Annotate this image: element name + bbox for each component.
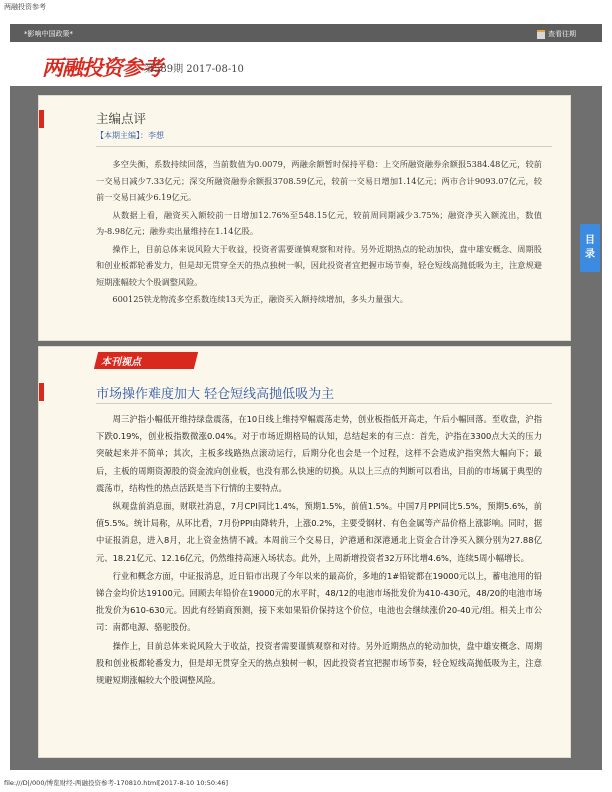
issue-info: 第589期 2017-08-10 [144,64,244,75]
article-headline: 市场操作难度加大 轻仓短线高抛低吸为主 [96,387,335,402]
section-marker [39,383,44,401]
paragraph: 行业和概念方面，中证报消息，近日铅市出现了今年以来的最高价，多地的1#铅锭都在19000元以上，蓄电池用的铅锑合金均价达19100元。回顾去年铅价在19000元的水平时，48/12的电池市场批发价为410-430元，48/20的电池市场批发价为610-630元。因此有经销商预测，接下来如果铅价保持这个价位，电池也会继续涨价20-40元/组。相关上市公司：南都电源、骆驼股份。 [96,570,542,633]
paragraph: 纵观盘前消息面，财联社消息，7月CPI同比1.4%，预期1.5%，前值1.5%。中国7月PPI同比5.5%，预期5.6%，前值5.5%。统计局称，从环比看，7月份PPI由降转升，上涨0.2%，主要受钢材、有色金属等产品价格上涨影响。同时，据中证报消息，进入8月，北上资金热情不减。本周前三个交易日，沪港通和深港通北上资金合计净买入额分别为27.88亿元、18.21亿元、12.16亿元，仍然维持高速入场状态。此外，上周新增投资者32万环比增4.6%，连续5周小幅增长。 [96,501,542,563]
tagline: *影响中国政策* [24,30,73,38]
paragraph: 操作上，目前总体来说风险大于收益，投资者需要谨慎观察和对待。另外近期热点的轮动加快，盘中雄安概念、周期股和创业板都轮番发力，但是却无贯穿全天的热点独树一帜，因此投资者宜把握市场节奏，轻仓短线高抛低吸为主，注意规避短期涨幅较大个股调整风险。 [96,243,542,287]
browser-page-title: 两融投资参考 [4,3,46,11]
paragraph: 从数据上看，融资买入额较前一日增加12.76%至548.15亿元，较前周同期减少3.75%；融资净买入额流出，数值为-8.98亿元；融券卖出量维持在1.14亿股。 [96,209,542,236]
logo: 两融投资参考 [42,56,162,80]
editor-author: 【本期主编】：李想 [96,131,164,140]
banner-label: 本刊视点 [101,357,141,368]
article-body [96,411,542,690]
paragraph: 周三沪指小幅低开维持绿盘震荡，在10日线上维持窄幅震荡走势，创业板指低开高走，午后小幅回落。至收盘，沪指下跌0.19%，创业板指数微涨0.04%。对于市场近期格局的认知，总结起来的有三点：首先，沪指在3300点大关的压力突破起来并不简单；其次，主板多线路热点滚动运行，后期分化也会是一个过程，这样不会造成沪指突然大幅向下；最后，主板的周期资源股的资金流向创业板，也没有那么快速的切换。从以上三点的判断可以看出，目前的市场属于典型的震荡市，结构性的热点活跃是当下行情的主要特点。 [96,414,542,493]
masthead [10,42,602,87]
paragraph: 操作上，目前总体来说风险大于收益，投资者需要谨慎观察和对待。另外近期热点的轮动加快，盘中雄安概念、周期股和创业板都轮番发力，但是却无贯穿全天的热点独树一帜，因此投资者宜把握市场节奏，轻仓短线高抛低吸为主，注意规避短期涨幅较大个股调整风险。 [96,640,542,686]
archive-label: 查看往期 [548,30,576,38]
calendar-icon [537,30,545,39]
browser-footer-url: file:///D|/000/博览财经-两融投资参考-170810.html[2017-8-10 10:50:46] [4,779,228,787]
section-title: 主编点评 [96,111,147,126]
toc-label-1: 目 [585,235,595,246]
divider [96,403,552,404]
divider [96,146,552,147]
section-marker [39,110,44,128]
archive-link[interactable] [537,29,576,39]
editor-comment-card [38,95,571,341]
editor-comment-body [96,156,542,309]
top-bar [10,24,602,42]
paragraph: 600125铁龙物流多空系数连续13天为正，融资买入额持续增加，多头力量强大。 [112,294,408,304]
table-of-contents-tab[interactable] [580,224,600,272]
feature-view-card [38,346,571,758]
paragraph: 多空失衡，系数持续回落，当前数值为0.0079，两融余额暂时保持平稳：上交所融资融券余额报5384.48亿元，较前一交易日减少7.33亿元；深交所融资融券余额报3708.59亿元，较前一交易日增加1.14亿元；两市合计9093.07亿元，较前一交易日减少6.19亿元。 [96,159,542,202]
toc-label-2: 录 [585,249,595,260]
